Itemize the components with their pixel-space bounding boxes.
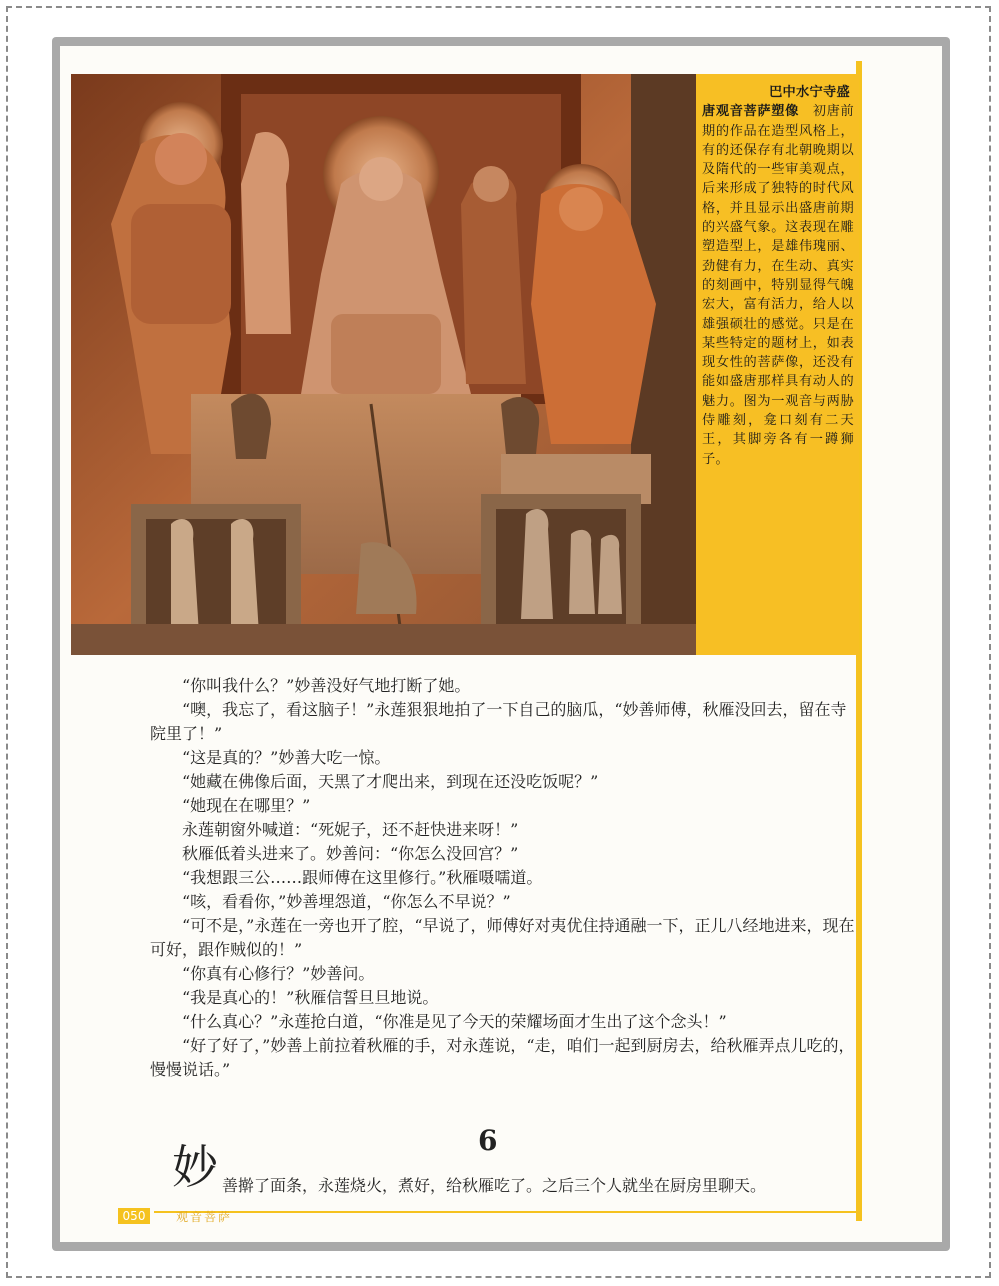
chapter-number: 6 — [478, 1124, 498, 1157]
paragraph: 秋雁低着头进来了。妙善问：“你怎么没回宫？” — [182, 844, 519, 863]
page-number: 050 — [118, 1208, 150, 1224]
paragraph: “我想跟三公……跟师傅在这里修行。”秋雁嗫嚅道。 — [182, 868, 543, 887]
caption-title-line1: 巴中水宁寺盛 — [769, 85, 850, 100]
photo-caption — [702, 83, 854, 469]
paragraph: “什么真心？”永莲抢白道，“你准是见了今天的荣耀场面才生出了这个念头！” — [182, 1012, 727, 1031]
paragraph: “她现在在哪里？” — [182, 796, 311, 815]
paragraph: “你真有心修行？”妙善问。 — [182, 964, 375, 983]
paragraph: “这是真的？”妙善大吃一惊。 — [182, 748, 391, 767]
caption-body: 初唐前期的作品在造型风格上，有的还保存有北朝晚期以及隋代的一些审美观点，后来形成了独特的时代风格，并且显示出盛唐前期的兴盛气象。这表现在雕塑造型上，是雄伟瑰丽、劲健有力，在生动、真实的刻画中，特别显得气魄宏大，富有活力，给人以雄强硕壮的感觉。只是在某些特定的题材上，如表现女性的菩萨像，还没有能如盛唐那样具有动人的魅力。图为一观音与两胁侍雕刻，龛口刻有二天王，其脚旁各有一蹲狮子。 — [702, 104, 854, 467]
paragraph: “她藏在佛像后面，天黑了才爬出来，到现在还没吃饭呢？” — [182, 772, 599, 791]
paragraph: “你叫我什么？”妙善没好气地打断了她。 — [182, 676, 471, 695]
sculpture-photo-art — [71, 74, 696, 655]
paragraph: “噢，我忘了，看这脑子！”永莲狠狠地拍了一下自己的脑瓜，“妙善师傅，秋雁没回去，留在寺院里了！” — [150, 700, 847, 743]
paragraph: “好了好了，”妙善上前拉着秋雁的手，对永莲说，“走，咱们一起到厨房去，给秋雁弄点儿吃的，慢慢说话。” — [150, 1036, 855, 1079]
paragraph: “可不是，”永莲在一旁也开了腔，“早说了，师傅好对夷优住持通融一下，正儿八经地进来，现在可好，跟作贼似的！” — [150, 916, 855, 959]
footer-rule — [154, 1211, 856, 1213]
caption-title-line2: 唐观音菩萨塑像 — [702, 104, 799, 120]
story-text — [150, 674, 860, 1082]
paragraph: 永莲朝窗外喊道：“死妮子，还不赶快进来呀！” — [182, 820, 519, 839]
footer-book-title: 观音菩萨 — [176, 1210, 233, 1224]
chapter-first-line: 善擀了面条，永莲烧火，煮好，给秋雁吃了。之后三个人就坐在厨房里聊天。 — [222, 1176, 767, 1195]
paragraph: “咳，看看你，”妙善埋怨道，“你怎么不早说？” — [182, 892, 511, 911]
paragraph: “我是真心的！”秋雁信誓旦旦地说。 — [182, 988, 439, 1007]
sculpture-photo — [71, 74, 696, 655]
drop-cap: 妙 — [172, 1140, 218, 1194]
